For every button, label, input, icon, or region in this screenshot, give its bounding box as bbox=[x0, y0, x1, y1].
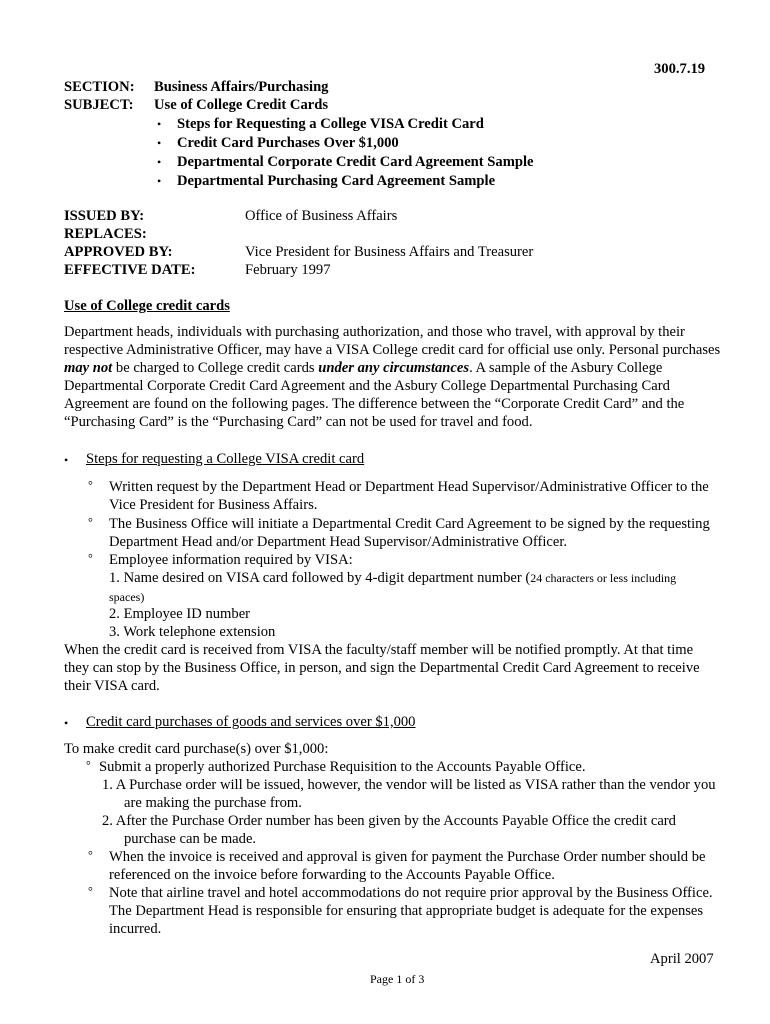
bullet-icon: • bbox=[157, 117, 162, 131]
degree-bullet-icon: ° bbox=[88, 884, 93, 898]
replaces-label: REPLACES: bbox=[64, 226, 147, 242]
sub-item-continued: are making the purchase from. bbox=[124, 795, 302, 811]
text-line: When the credit card is received from VISA the faculty/staff member will be notified promptly. At that time bbox=[64, 642, 694, 658]
text-line: may not be charged to College credit cards under any circumstances. A sample of the Asbury College bbox=[64, 360, 663, 376]
subject-item: Departmental Corporate Credit Card Agreement Sample bbox=[177, 154, 534, 170]
text-line: Departmental Corporate Credit Card Agreement and the Asbury College Departmental Purchasing Card bbox=[64, 378, 670, 394]
list-item: Submit a properly authorized Purchase Requisition to the Accounts Payable Office. bbox=[99, 759, 586, 775]
intro-heading: Use of College credit cards bbox=[64, 298, 230, 314]
text-line: they can stop by the Business Office, in person, and sign the Departmental Credit Card Agreement to receive bbox=[64, 660, 700, 676]
page-number: Page 1 of 3 bbox=[370, 972, 425, 986]
sub-item: 3. Work telephone extension bbox=[109, 624, 276, 640]
bullet-icon: • bbox=[64, 453, 69, 467]
text-line: Agreement are found on the following pages. The difference between the “Corporate Credit Card” and the bbox=[64, 396, 685, 412]
list-item: The Department Head is responsible for ensuring that appropriate budget is adequate for the expenses bbox=[109, 903, 704, 919]
degree-bullet-icon: ° bbox=[88, 848, 93, 862]
approved-by-label: APPROVED BY: bbox=[64, 244, 173, 260]
list-item: Department Head and/or Department Head Supervisor/Administrative Officer. bbox=[109, 534, 568, 550]
sub-item-continued: spaces) bbox=[109, 590, 145, 604]
issued-by-label: ISSUED BY: bbox=[64, 208, 145, 224]
list-item: referenced on the invoice before forwarding to the Accounts Payable Office. bbox=[109, 867, 555, 883]
subject-value: Use of College Credit Cards bbox=[154, 97, 329, 113]
issued-by-value: Office of Business Affairs bbox=[245, 208, 398, 224]
emphasis-under-any: under any circumstances bbox=[318, 360, 470, 376]
subject-item: Steps for Requesting a College VISA Credit Card bbox=[177, 116, 484, 132]
list-item: Written request by the Department Head or Department Head Supervisor/Administrative Officer to the bbox=[109, 479, 709, 495]
section-value: Business Affairs/Purchasing bbox=[154, 79, 329, 95]
subject-item: Credit Card Purchases Over $1,000 bbox=[177, 135, 399, 151]
bullet-icon: • bbox=[64, 716, 69, 730]
degree-bullet-icon: ° bbox=[86, 758, 91, 772]
purchases-intro: To make credit card purchase(s) over $1,000: bbox=[64, 741, 329, 757]
text-line: Department heads, individuals with purchasing authorization, and those who travel, with approval by their bbox=[64, 324, 685, 340]
purchases-heading: Credit card purchases of goods and services over $1,000 bbox=[86, 714, 416, 730]
list-item: Employee information required by VISA: bbox=[109, 552, 353, 568]
list-item: When the invoice is received and approval is given for payment the Purchase Order number should be bbox=[109, 849, 706, 865]
steps-heading: Steps for requesting a College VISA credit card bbox=[86, 451, 365, 467]
sub-item: 1. Name desired on VISA card followed by 4-digit department number (24 characters or less including bbox=[109, 570, 677, 586]
sub-item: 2. After the Purchase Order number has been given by the Accounts Payable Office the credit card bbox=[102, 813, 676, 829]
effective-date-label: EFFECTIVE DATE: bbox=[64, 262, 196, 278]
bullet-icon: • bbox=[157, 174, 162, 188]
subject-item: Departmental Purchasing Card Agreement Sample bbox=[177, 173, 496, 189]
bullet-icon: • bbox=[157, 136, 162, 150]
emphasis-may-not: may not bbox=[64, 360, 113, 376]
text-line: their VISA card. bbox=[64, 678, 160, 694]
list-item: Note that airline travel and hotel accommodations do not require prior approval by the Business Office. bbox=[109, 885, 713, 901]
list-item: incurred. bbox=[109, 921, 162, 937]
effective-date-value: February 1997 bbox=[245, 262, 331, 278]
subject-label: SUBJECT: bbox=[64, 97, 134, 113]
section-label: SECTION: bbox=[64, 79, 135, 95]
degree-bullet-icon: ° bbox=[88, 551, 93, 565]
sub-item: 2. Employee ID number bbox=[109, 606, 251, 622]
text-line: respective Administrative Officer, may have a VISA College credit card for official use only. Personal purchases bbox=[64, 342, 721, 358]
bullet-icon: • bbox=[157, 155, 162, 169]
footer-date: April 2007 bbox=[650, 951, 714, 967]
list-item: Vice President for Business Affairs. bbox=[109, 497, 318, 513]
approved-by-value: Vice President for Business Affairs and Treasurer bbox=[245, 244, 534, 260]
degree-bullet-icon: ° bbox=[88, 515, 93, 529]
degree-bullet-icon: ° bbox=[88, 478, 93, 492]
list-item: The Business Office will initiate a Departmental Credit Card Agreement to be signed by the requesting bbox=[109, 516, 710, 532]
sub-item: 1. A Purchase order will be issued, however, the vendor will be listed as VISA rather than the vendor you bbox=[102, 777, 716, 793]
document-number: 300.7.19 bbox=[654, 61, 706, 77]
text-line: “Purchasing Card” is the “Purchasing Card” can not be used for travel and food. bbox=[64, 414, 533, 430]
sub-item-continued: purchase can be made. bbox=[124, 831, 257, 847]
